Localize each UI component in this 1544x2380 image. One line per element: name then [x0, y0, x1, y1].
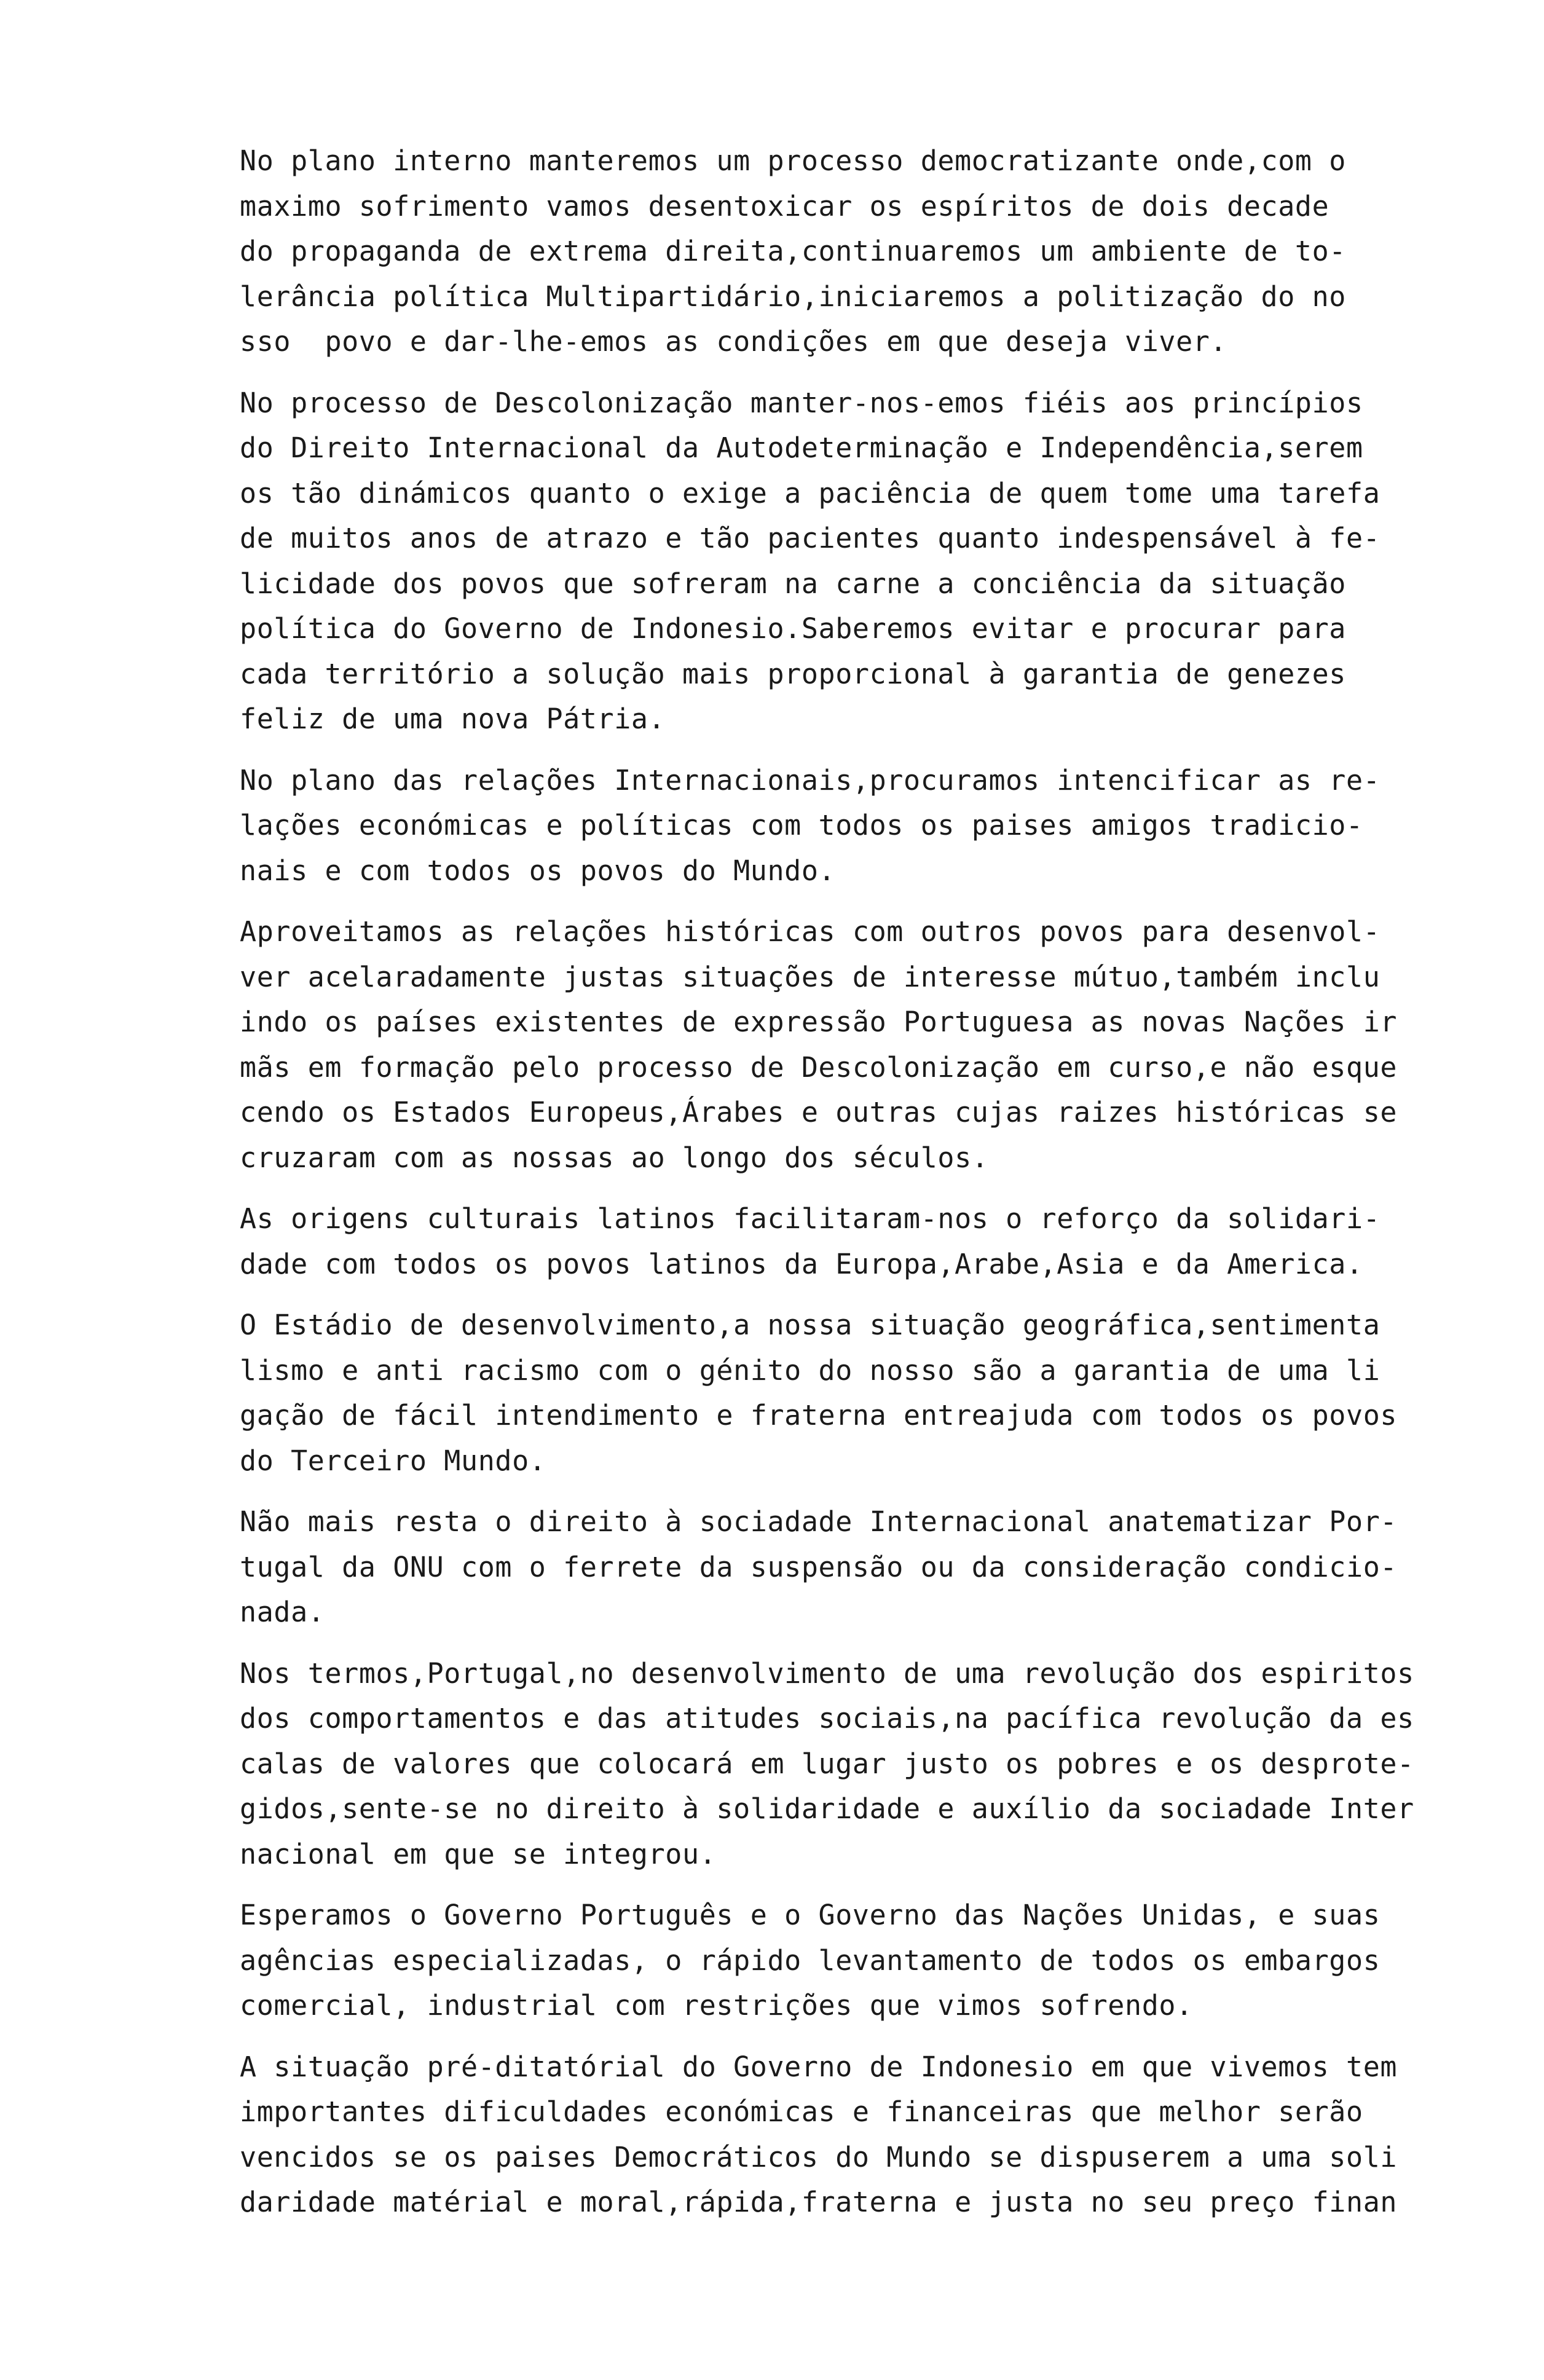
text-line: O Estádio de desenvolvimento,a nossa situação geográfica,sentimenta — [240, 1309, 1381, 1341]
text-line: do Terceiro Mundo. — [240, 1444, 546, 1477]
text-line: indo os países existentes de expressão Portuguesa as novas Nações ir — [240, 1006, 1398, 1038]
text-line: de muitos anos de atrazo e tão pacientes quanto indespensável à fe- — [240, 522, 1381, 554]
text-line: sso povo e dar-lhe-emos as condições em que deseja viver. — [240, 325, 1227, 358]
paragraph-estadio-desenvolvimento — [240, 1302, 1494, 1483]
text-line: gidos,sente-se no direito à solidaridade e auxílio da sociadade Inter — [240, 1792, 1414, 1825]
text-line: nais e com todos os povos do Mundo. — [240, 854, 836, 887]
paragraph-descolonizacao — [240, 380, 1494, 742]
text-line: A situação pré-ditatórial do Governo de Indonesio em que vivemos tem — [240, 2050, 1398, 2083]
text-line: lerância política Multipartidário,iniciaremos a politização do no — [240, 280, 1346, 313]
document-body — [240, 138, 1494, 2241]
text-line: cada território a solução mais proporcional à garantia de genezes — [240, 657, 1346, 690]
text-line: No processo de Descolonização manter-nos-emos fiéis aos princípios — [240, 386, 1363, 419]
text-line: No plano interno manteremos um processo democratizante onde,com o — [240, 144, 1346, 177]
text-line: Não mais resta o direito à sociadade Internacional anatematizar Por- — [240, 1505, 1398, 1538]
text-line: Esperamos o Governo Português e o Governo das Nações Unidas, e suas — [240, 1899, 1381, 1931]
text-line: agências especializadas, o rápido levantamento de todos os embargos — [240, 1944, 1381, 1977]
paragraph-onu — [240, 1499, 1494, 1635]
paragraph-plano-interno — [240, 138, 1494, 364]
text-line: política do Governo de Indonesio.Saberemos evitar e procurar para — [240, 612, 1346, 645]
text-line: dade com todos os povos latinos da Europa,Arabe,Asia e da America. — [240, 1247, 1363, 1280]
text-line: importantes dificuldades económicas e financeiras que melhor serão — [240, 2095, 1363, 2128]
paragraph-origens-culturais — [240, 1196, 1494, 1287]
text-line: Nos termos,Portugal,no desenvolvimento de uma revolução dos espiritos — [240, 1657, 1414, 1690]
text-line: daridade matérial e moral,rápida,fraterna e justa no seu preço finan — [240, 2186, 1398, 2218]
text-line: nacional em que se integrou. — [240, 1837, 717, 1870]
text-line: cruzaram com as nossas ao longo dos séculos. — [240, 1141, 989, 1174]
text-line: feliz de uma nova Pátria. — [240, 703, 666, 735]
text-line: gação de fácil intendimento e fraterna entreajuda com todos os povos — [240, 1399, 1398, 1432]
text-line: lismo e anti racismo com o génito do nosso são a garantia de uma li — [240, 1354, 1381, 1387]
text-line: vencidos se os paises Democráticos do Mundo se dispuserem a uma soli — [240, 2140, 1398, 2173]
text-line: calas de valores que colocará em lugar justo os pobres e os desprote- — [240, 1747, 1414, 1780]
text-line: lações económicas e políticas com todos os paises amigos tradicio- — [240, 809, 1363, 841]
text-line: Aproveitamos as relações históricas com outros povos para desenvol- — [240, 915, 1381, 948]
text-line: comercial, industrial com restrições que vimos sofrendo. — [240, 1989, 1193, 2022]
text-line: As origens culturais latinos facilitaram-nos o reforço da solidari- — [240, 1202, 1381, 1235]
text-line: No plano das relações Internacionais,procuramos intencificar as re- — [240, 763, 1381, 797]
paragraph-situacao-ditatorial — [240, 2044, 1494, 2225]
text-line: ver acelaradamente justas situações de interesse mútuo,também inclu — [240, 960, 1381, 993]
text-line: licidade dos povos que sofreram na carne a conciência da situação — [240, 567, 1346, 600]
text-line: do Direito Internacional da Autodeterminação e Independência,serem — [240, 431, 1363, 464]
text-line: maximo sofrimento vamos desentoxicar os espíritos de dois decade — [240, 189, 1329, 223]
text-line: tugal da ONU com o ferrete da suspensão ou da consideração condicio- — [240, 1550, 1398, 1583]
paragraph-relacoes-internacionais — [240, 758, 1494, 894]
text-line: os tão dinámicos quanto o exige a paciência de quem tome uma tarefa — [240, 476, 1381, 510]
paragraph-embargos — [240, 1893, 1494, 2028]
text-line: cendo os Estados Europeus,Árabes e outras cujas raizes históricas se — [240, 1096, 1398, 1129]
text-line: nada. — [240, 1596, 325, 1628]
paragraph-relacoes-historicas — [240, 909, 1494, 1180]
paragraph-revolucao-espiritos — [240, 1651, 1494, 1877]
text-line: do propaganda de extrema direita,continuaremos um ambiente de to- — [240, 235, 1346, 267]
text-line: mãs em formação pelo processo de Descolonização em curso,e não esque — [240, 1050, 1398, 1084]
text-line: dos comportamentos e das atitudes sociais,na pacífica revolução da es — [240, 1702, 1414, 1735]
